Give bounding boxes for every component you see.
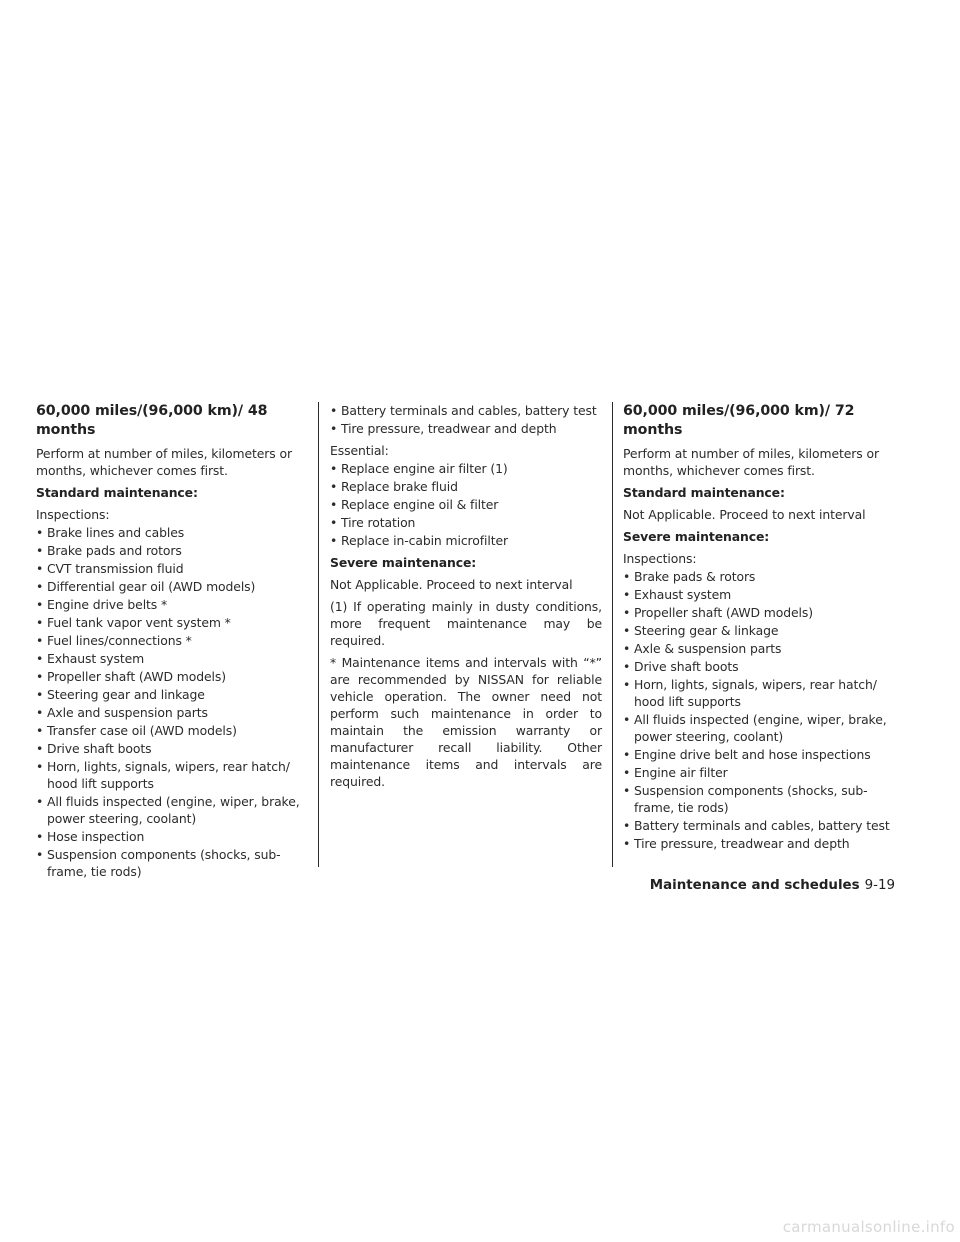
list-item: • Engine drive belts * [36, 596, 308, 613]
watermark: carmanualsonline.info [782, 1218, 955, 1236]
list-item: • Drive shaft boots [36, 740, 308, 757]
severe-maintenance-heading: Severe maintenance: [623, 529, 770, 544]
section-title: Maintenance and schedules [649, 878, 860, 893]
list-item: • Tire pressure, treadwear and depth [330, 420, 602, 437]
inspections-label: Inspections: [623, 551, 697, 566]
list-item: • Replace engine oil & filter [330, 496, 602, 513]
standard-maintenance-text: Not Applicable. Proceed to next interval [623, 507, 866, 522]
inspections-label: Inspections: [36, 507, 110, 522]
list-item: • Suspension components (shocks, sub-frame, tie rods) [623, 782, 895, 816]
footnote-asterisk-items: * Maintenance items and intervals with “*” are recommended by NISSAN for reliable vehicle operation. The owner need not perform such maintenance in order to maintain the emission warranty or manufacturer recall liability. Other maintenance items and intervals are required. [330, 655, 602, 789]
list-item: • Suspension components (shocks, sub-frame, tie rods) [36, 846, 308, 880]
inspection-list [623, 568, 895, 852]
essential-label: Essential: [330, 443, 389, 458]
list-item: • Replace in-cabin microfilter [330, 532, 602, 549]
list-item: • Engine drive belt and hose inspections [623, 746, 895, 763]
severe-maintenance-text: Not Applicable. Proceed to next interval [330, 577, 573, 592]
list-item: • Hose inspection [36, 828, 308, 845]
list-item: • Axle and suspension parts [36, 704, 308, 721]
list-item: • CVT transmission fluid [36, 560, 308, 577]
interval-heading-48-months: 60,000 miles/(96,000 km)/ 48 months [36, 403, 268, 438]
list-item: • All fluids inspected (engine, wiper, brake, power steering, coolant) [623, 711, 895, 745]
list-item: • Drive shaft boots [623, 658, 895, 675]
list-item: • Exhaust system [36, 650, 308, 667]
list-item: • Brake pads and rotors [36, 542, 308, 559]
column-divider [612, 402, 613, 867]
list-item: • Battery terminals and cables, battery test [330, 402, 602, 419]
list-item: • Tire pressure, treadwear and depth [623, 835, 895, 852]
list-item: • Replace brake fluid [330, 478, 602, 495]
list-item: • All fluids inspected (engine, wiper, brake, power steering, coolant) [36, 793, 308, 827]
list-item: • Horn, lights, signals, wipers, rear hatch/ hood lift supports [623, 676, 895, 710]
list-item: • Fuel tank vapor vent system * [36, 614, 308, 631]
list-item: • Axle & suspension parts [623, 640, 895, 657]
essential-list [330, 460, 602, 549]
list-item: • Engine air filter [623, 764, 895, 781]
interval-heading-72-months: 60,000 miles/(96,000 km)/ 72 months [623, 403, 855, 438]
list-item: • Propeller shaft (AWD models) [36, 668, 308, 685]
list-item: • Horn, lights, signals, wipers, rear hatch/ hood lift supports [36, 758, 308, 792]
inspection-list-continued [330, 402, 602, 437]
column-middle [330, 402, 602, 795]
page-number: 9-19 [864, 878, 895, 893]
standard-maintenance-heading: Standard maintenance: [623, 485, 785, 500]
list-item: • Brake pads & rotors [623, 568, 895, 585]
column-divider [318, 402, 319, 867]
inspection-list [36, 524, 308, 880]
column-right [623, 402, 895, 857]
severe-maintenance-heading: Severe maintenance: [330, 555, 477, 570]
list-item: • Replace engine air filter (1) [330, 460, 602, 477]
page-footer [640, 876, 895, 896]
footnote-dusty-conditions: (1) If operating mainly in dusty conditions, more frequent maintenance may be required. [330, 599, 602, 648]
list-item: • Differential gear oil (AWD models) [36, 578, 308, 595]
column-left [36, 402, 308, 885]
interval-intro: Perform at number of miles, kilometers or months, whichever comes first. [36, 446, 292, 478]
list-item: • Tire rotation [330, 514, 602, 531]
list-item: • Exhaust system [623, 586, 895, 603]
standard-maintenance-heading: Standard maintenance: [36, 485, 198, 500]
list-item: • Steering gear & linkage [623, 622, 895, 639]
list-item: • Transfer case oil (AWD models) [36, 722, 308, 739]
list-item: • Fuel lines/connections * [36, 632, 308, 649]
list-item: • Propeller shaft (AWD models) [623, 604, 895, 621]
list-item: • Battery terminals and cables, battery test [623, 817, 895, 834]
list-item: • Brake lines and cables [36, 524, 308, 541]
interval-intro: Perform at number of miles, kilometers or months, whichever comes first. [623, 446, 879, 478]
list-item: • Steering gear and linkage [36, 686, 308, 703]
